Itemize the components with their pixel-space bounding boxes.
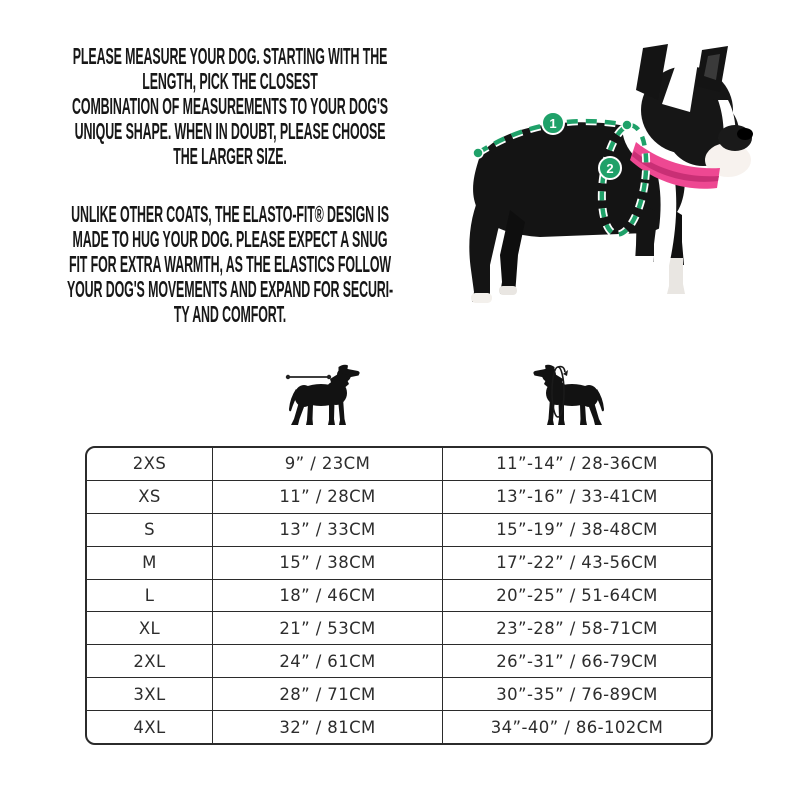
instruction-text-line: UNIQUE SHAPE. WHEN IN DOUBT, PLEASE CHOOSE	[74, 118, 386, 144]
instruction-text-line: COMBINATION OF MEASUREMENTS TO YOUR DOG'S	[72, 93, 388, 119]
size-cell: 2XL	[133, 651, 166, 671]
description-text-line: MADE TO HUG YOUR DOG. PLEASE EXPECT A SNUG	[72, 226, 388, 252]
description-text-line: FIT FOR EXTRA WARMTH, AS THE ELASTICS FOLLOW	[68, 251, 392, 277]
dog-paw	[471, 293, 492, 303]
dog-nose	[737, 128, 753, 140]
chest-cell: 20”-25” / 51-64CM	[442, 580, 711, 612]
chest-cell: 15”-19” / 38-48CM	[442, 514, 711, 546]
chest-cell: 23”-28” / 58-71CM	[442, 612, 711, 644]
marker-2-badge	[599, 157, 621, 179]
table-row	[87, 480, 711, 513]
dog-front-sock-near	[630, 256, 654, 304]
length-cell: 21” / 53CM	[212, 612, 442, 644]
instruction-text-line: LENGTH, PICK THE CLOSEST	[142, 68, 318, 94]
table-row	[87, 644, 711, 677]
chest-cell: 30”-35” / 76-89CM	[442, 678, 711, 710]
description-text-line: TY AND COMFORT.	[173, 301, 287, 327]
chest-cell: 34”-40” / 86-102CM	[442, 711, 711, 743]
size-cell: 4XL	[133, 717, 166, 737]
table-row	[87, 677, 711, 710]
dog-front-sock-far	[667, 258, 685, 294]
length-cell: 9” / 23CM	[212, 448, 442, 480]
length-cell: 13” / 33CM	[212, 514, 442, 546]
instruction-text-line: THE LARGER SIZE.	[173, 143, 287, 169]
length-dog-icon	[283, 362, 363, 432]
length-cell: 32” / 81CM	[212, 711, 442, 743]
dog-measurement-photo	[440, 30, 780, 330]
girth-dog-icon	[530, 362, 610, 432]
size-cell: 3XL	[133, 684, 166, 704]
svg-text:1: 1	[549, 116, 557, 131]
size-cell: S	[144, 520, 155, 540]
size-table	[85, 446, 713, 745]
size-cell: XL	[138, 618, 161, 638]
table-row	[87, 579, 711, 612]
table-row	[87, 448, 711, 480]
size-cell: L	[144, 586, 155, 605]
chest-cell: 17”-22” / 43-56CM	[442, 547, 711, 579]
size-cell: M	[142, 553, 157, 573]
dog-hind-leg-near	[469, 190, 506, 302]
table-row	[87, 611, 711, 644]
length-cell: 18” / 46CM	[212, 580, 442, 612]
length-cell: 24” / 61CM	[212, 645, 442, 677]
instruction-text-line: PLEASE MEASURE YOUR DOG. STARTING WITH THE	[72, 43, 388, 69]
dog-paw	[499, 286, 517, 295]
table-row	[87, 710, 711, 743]
chest-cell: 13”-16” / 33-41CM	[442, 481, 711, 513]
description-text-line: UNLIKE OTHER COATS, THE ELASTO-FIT® DESIGN IS	[71, 201, 389, 227]
length-cell: 28” / 71CM	[212, 678, 442, 710]
size-cell: 2XS	[132, 454, 167, 474]
size-cell: XS	[138, 487, 161, 507]
description-text-line: YOUR DOG'S MOVEMENTS AND EXPAND FOR SECURI-	[66, 276, 394, 302]
measure-instructions-paragraph	[41, 44, 419, 169]
elasto-fit-description-paragraph	[41, 202, 419, 327]
marker-1-badge	[542, 112, 564, 134]
table-row	[87, 513, 711, 546]
measure-length-line	[286, 375, 331, 379]
svg-text:2: 2	[606, 161, 614, 176]
length-cell: 11” / 28CM	[212, 481, 442, 513]
table-row	[87, 546, 711, 579]
chest-cell: 26”-31” / 66-79CM	[442, 645, 711, 677]
chest-cell: 11”-14” / 28-36CM	[442, 448, 711, 480]
length-cell: 15” / 38CM	[212, 547, 442, 579]
